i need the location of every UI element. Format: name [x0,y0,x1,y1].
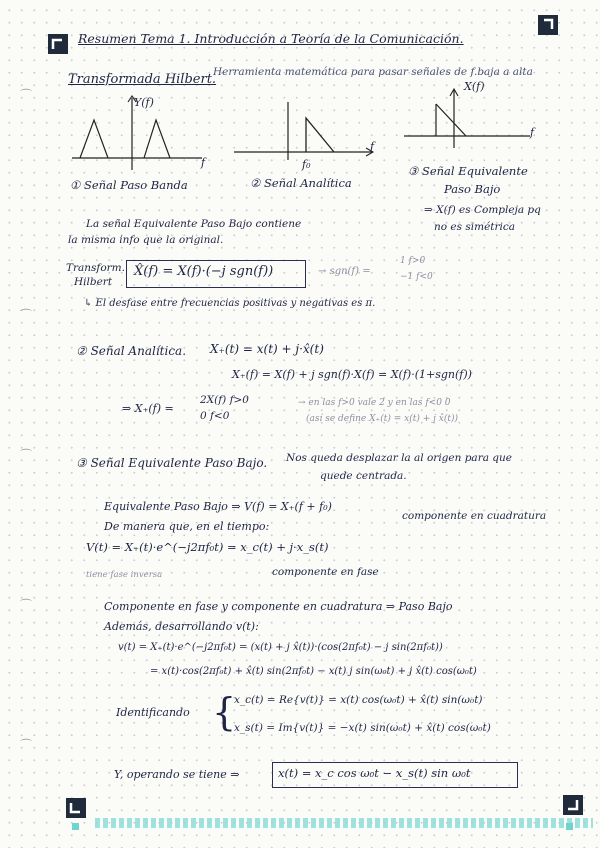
analytic-eq1: X₊(t) = x(t) + j·x̂(t) [210,342,324,356]
analytic-case-negative: 0 f<0 [200,410,230,422]
analytic-eq3-lhs: ⇒ X₊(f) = [122,402,174,415]
sgn-case-positive: 1 f>0 [400,256,426,266]
equivalent-note-line2: la misma info que la original. [68,234,224,246]
hilbert-formula: X̂(f) = X(f)·(−j sgn(f)) [134,264,274,279]
hilbert-label-line2: Hilbert [74,276,113,288]
intro-description: Herramienta matemática para pasar señales de f.baja a alta [213,66,533,78]
identify-eq1: x_c(t) = Re{v(t)} = x(t) cos(ω₀t) + x̂(t) sin(ω₀t) [234,694,483,706]
conclusion-formula: x(t) = x_c cos ω₀t − x_s(t) sin ω₀t [278,766,471,780]
identify-eq2: x_s(t) = Im{v(t)} = −x(t) sin(ω₀t) + x̂(t) cos(ω₀t) [234,722,491,734]
bottom-left-corner-icon [66,798,86,818]
bottom-pin-left [72,823,79,830]
margin-mark: ⌒ [20,88,33,102]
equivalent-heading-note-line1: Nos queda desplazar la al origen para que [286,452,513,464]
side-note-line1: ⇒ X(f) es Compleja pq [424,204,541,216]
equivalent-line2: De manera que, en el tiempo: [104,520,270,533]
sgn-lhs: → sgn(f) = [318,266,371,277]
fig3-caption-line2: Paso Bajo [444,182,501,196]
fig1-caption: ① Señal Paso Banda [70,178,188,192]
page-title: Resumen Tema 1. Introducción a Teoría de la Comunicación. [78,31,464,46]
analytic-note-line1: → en las f>0 vale 2 y en las f<0 0 [298,398,451,408]
margin-mark: ⌒ [20,598,33,612]
expansion-eq1: v(t) = X₊(t)·e^(−j2πf₀t) = (x(t) + j x̂(t))·(cos(2πf₀t) − j sin(2πf₀t)) [118,642,443,653]
top-left-corner-icon [48,34,68,54]
analytic-eq2: X₊(f) = X(f) + j sgn(f)·X(f) = X(f)·(1+sgn(f)) [232,368,472,381]
top-right-corner-icon [538,15,558,35]
fig2-caption: ② Señal Analítica [250,176,352,190]
analytic-note-line2: (así se define X₊(t) = x(t) + j x̂(t)) [306,414,459,424]
identify-brace: { [212,690,237,734]
expansion-eq2: = x(t)·cos(2πf₀t) + x̂(t) sin(2πf₀t) − x(t) j sin(ω₀t) + j x̂(t) cos(ω₀t) [150,666,477,677]
fig2-tick-label: f₀ [302,158,311,171]
margin-mark: ⌒ [20,308,33,322]
fig3-axis-label-x: f [530,126,535,139]
sgn-case-negative: −1 f<0 [400,272,433,282]
lowpass-spectrum-figure [400,84,540,164]
fig3-caption-line1: ③ Señal Equivalente [408,164,528,178]
bottom-pin-right [566,823,573,830]
section-heading-equivalent: ③ Señal Equivalente Paso Bajo. [76,456,268,470]
side-note-line2: no es simétrica [434,221,516,233]
hilbert-label-line1: Transform. [66,262,125,274]
equivalent-heading-note-line2: quede centrada. [320,470,407,482]
equivalent-note-line1: La señal Equivalente Paso Bajo contiene [86,218,302,230]
inverse-phase-note: tiene fase inversa [86,570,163,580]
expansion-line2: Además, desarrollando v(t): [104,620,259,633]
bottom-right-corner-icon [563,795,583,815]
quadrature-note: componente en cuadratura [402,510,547,522]
expansion-line1: Componente en fase y componente en cuadratura ⇒ Paso Bajo [104,600,453,613]
margin-mark: ⌒ [20,448,33,462]
conclusion-label: Y, operando se tiene ⇒ [114,768,240,781]
fig1-axis-label-y: Y(f) [134,96,154,109]
equivalent-line3: V(t) = X₊(t)·e^(−j2πf₀t) = x_c(t) + j·x_s(t) [86,540,329,554]
fig3-axis-label-y: X(f) [464,80,485,93]
section-heading-analytic: ② Señal Analítica. [76,344,187,358]
in-phase-note: componente en fase [272,566,379,578]
bottom-tab-strip [95,818,593,828]
section-heading-hilbert: Transformada Hilbert. [68,72,217,87]
identify-label: Identificando [116,706,190,719]
margin-mark: ⌒ [20,738,33,752]
equivalent-line1: Equivalente Paso Bajo ⇒ V(f) = X₊(f + f₀) [104,500,332,513]
fig1-axis-label-x: f [201,156,206,169]
phase-note: ↳ El desfase entre frecuencias positivas y negativas es π. [84,298,376,309]
analytic-case-positive: 2X(f) f>0 [200,394,249,406]
fig2-axis-label-x: f [370,140,375,153]
